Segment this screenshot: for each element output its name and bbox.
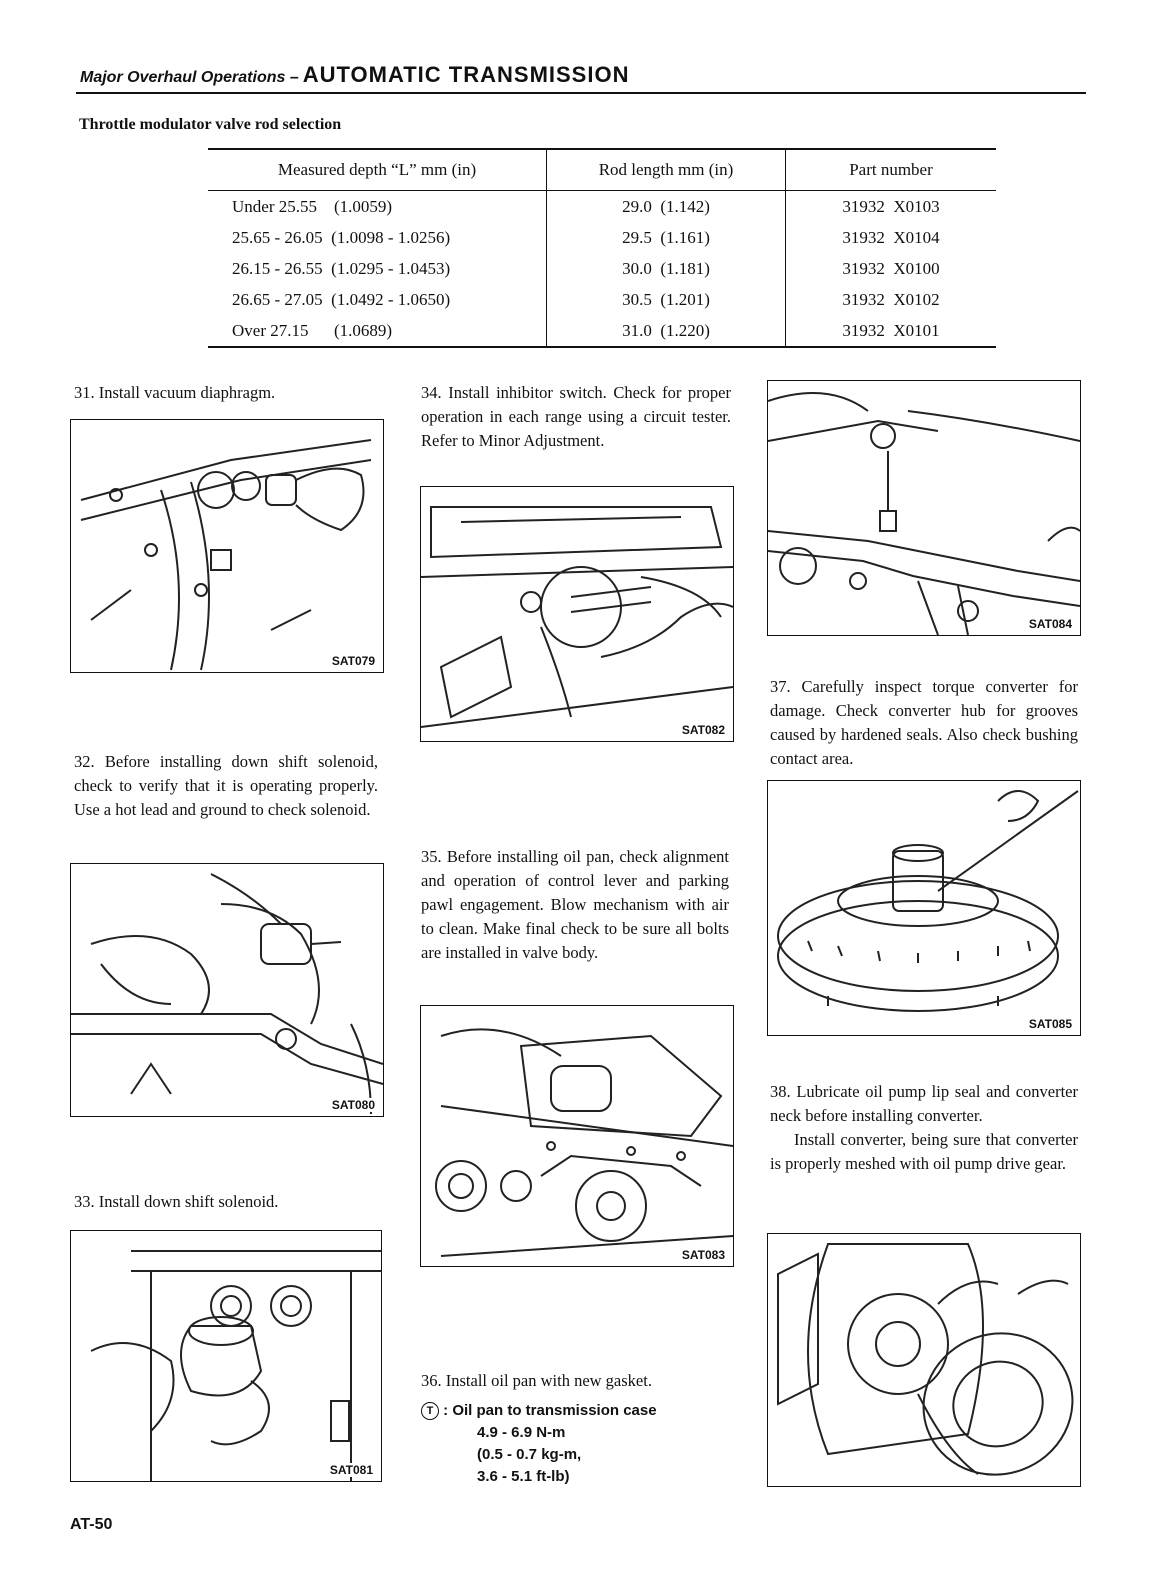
figure-label: SAT080 <box>331 1098 375 1112</box>
part-cell: 31932 X0101 <box>786 315 997 347</box>
table-title: Throttle modulator valve rod selection <box>79 116 342 133</box>
step-31: 31. Install vacuum diaphragm. <box>74 383 276 402</box>
depth-cell: Over 27.15 (1.0689) <box>208 315 547 347</box>
column-header: Measured depth “L” mm (in) <box>208 149 547 191</box>
figure-label: SAT085 <box>1028 1017 1072 1031</box>
inhibitor-switch-illustration <box>421 487 733 741</box>
table-row <box>208 253 996 284</box>
step-38-text: 38. Lubricate oil pump lip seal and converter neck before installing converter. <box>770 1082 1078 1125</box>
figure-label: SAT082 <box>681 723 725 737</box>
diaphragm-illustration <box>71 420 383 672</box>
column-header: Part number <box>786 149 997 191</box>
depth-cell: 26.15 - 26.55 (1.0295 - 1.0453) <box>232 258 451 278</box>
rod-cell: 29.0 (1.142) <box>547 191 786 223</box>
step-32: 32. Before installing down shift solenoid, check to verify that it is operating properly. Use a hot lead and ground to check solenoid. <box>74 752 378 819</box>
part-cell: 31932 X0102 <box>786 284 997 315</box>
depth-cell: Under 25.55 (1.0059) <box>232 196 393 216</box>
rod-cell: 29.5 (1.161) <box>547 222 786 253</box>
step-34: 34. Install inhibitor switch. Check for proper operation in each range using a circuit tester. Refer to Minor Adjustment. <box>421 383 731 450</box>
torque-label: : Oil pan to transmission case <box>443 1402 657 1419</box>
torque-ftlb: 3.6 - 5.1 ft-lb) <box>477 1468 570 1485</box>
step-37: 37. Carefully inspect torque converter for damage. Check converter hub for grooves caused by hardened seals. Also check bushing contact area. <box>770 677 1078 768</box>
torque-icon: T <box>421 1402 439 1420</box>
figure-label: SAT081 <box>329 1463 373 1477</box>
torque-wrench-illustration <box>768 381 1080 635</box>
figure-sat085 <box>767 780 1081 1036</box>
figure-sat082 <box>420 486 734 742</box>
torque-spec <box>421 1400 657 1488</box>
figure-sat080 <box>70 863 384 1117</box>
rod-cell: 30.5 (1.201) <box>547 284 786 315</box>
torque-kgm: (0.5 - 0.7 kg-m, <box>477 1446 582 1463</box>
table-row <box>208 315 996 347</box>
figure-converter-install <box>767 1233 1081 1487</box>
rod-cell: 30.0 (1.181) <box>547 253 786 284</box>
figure-sat081 <box>70 1230 382 1482</box>
table-row <box>208 191 996 223</box>
figure-label: SAT083 <box>681 1248 725 1262</box>
solenoid-install-illustration <box>71 1231 381 1481</box>
valve-body-illustration <box>421 1006 733 1266</box>
page-header <box>80 62 629 88</box>
step-33: 33. Install down shift solenoid. <box>74 1192 279 1211</box>
step-38-text-continued: Install converter, being sure that converter is properly meshed with oil pump drive gear. <box>770 1130 1078 1173</box>
converter-install-illustration <box>768 1234 1080 1486</box>
rod-cell: 31.0 (1.220) <box>547 315 786 347</box>
part-cell: 31932 X0104 <box>786 222 997 253</box>
step-38 <box>770 1080 1078 1176</box>
table-row <box>208 222 996 253</box>
torque-converter-illustration <box>768 781 1080 1035</box>
part-cell: 31932 X0100 <box>786 253 997 284</box>
solenoid-test-illustration <box>71 864 383 1116</box>
header-section: Major Overhaul Operations – <box>80 69 299 86</box>
torque-nm: 4.9 - 6.9 N-m <box>477 1424 566 1441</box>
page-number: AT-50 <box>70 1516 113 1533</box>
part-cell: 31932 X0103 <box>786 191 997 223</box>
header-rule <box>76 92 1086 94</box>
figure-sat083 <box>420 1005 734 1267</box>
header-title: AUTOMATIC TRANSMISSION <box>302 62 630 87</box>
depth-cell: 26.65 - 27.05 (1.0492 - 1.0650) <box>232 289 451 309</box>
figure-label: SAT079 <box>331 654 375 668</box>
figure-label: SAT084 <box>1028 617 1072 631</box>
figure-sat084 <box>767 380 1081 636</box>
column-header: Rod length mm (in) <box>547 149 786 191</box>
table-row <box>208 284 996 315</box>
step-35: 35. Before installing oil pan, check alignment and operation of control lever and parking pawl engagement. Blow mechanism with air to clean. Make final check to be sure all bolts are installed in valve body. <box>421 847 729 962</box>
figure-sat079 <box>70 419 384 673</box>
step-36: 36. Install oil pan with new gasket. <box>421 1371 652 1390</box>
depth-cell: 25.65 - 26.05 (1.0098 - 1.0256) <box>232 227 451 247</box>
rod-selection-table <box>208 148 996 348</box>
